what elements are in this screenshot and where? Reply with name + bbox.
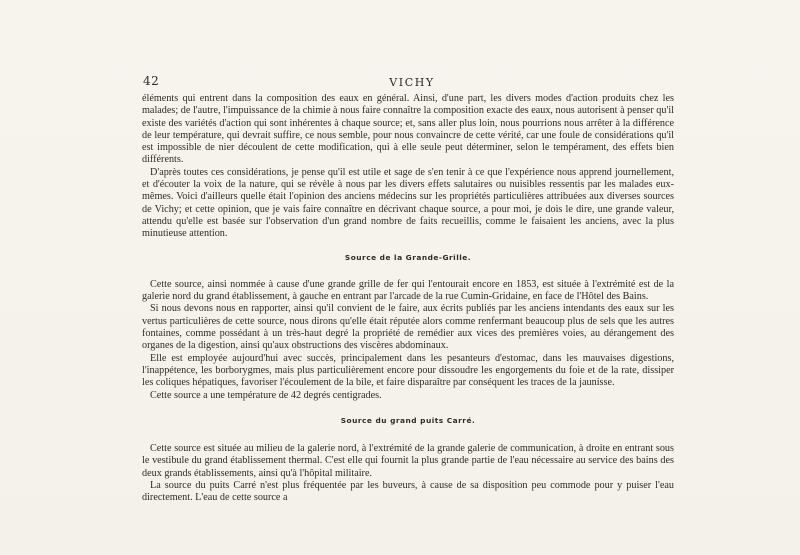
running-title: VICHY: [389, 76, 435, 89]
paragraph-continuation: éléments qui entrent dans la composition des eaux en général. Ainsi, d'une part, les divers modes d'action produits chez les malades; de l'autre, l'impuissance de la chimie à nous faire connaître la composition exacte des eaux, nous autorisent à penser qu'il existe des variétés d'action qui sont inhérentes à chaque source; et, sans aller plus loin, nous pourrions nous arrêter à la différence de leur température, qui devrait suffire, ce nous semble, pour nous convaincre de cette vérité, car une foule de considérations qu'il est impossible de nier découlent de cette modification, qui à elle seule peut déterminer, selon le tempérament, des effets bien différents.: [142, 93, 674, 166]
paragraph: Cette source est située au milieu de la galerie nord, à l'extrémité de la grande galerie de communication, à droite en entrant sous le vestibule du grand établissement thermal. C'est elle qui fournit la plus grande partie de l'eau nécessaire au service des bains des deux grands établissements, ainsi qu'à l'hôpital militaire.: [142, 443, 674, 479]
paragraph: Si nous devons nous en rapporter, ainsi qu'il convient de le faire, aux écrits publiés par les anciens intendants des eaux sur les vertus particulières de cette source, nous dirons qu'elle était réputée alors comme renfermant beaucoup plus de sels que les autres fontaines, comme possédant à un très-haut degré la propriété de remédier aux vices des premières voies, au dérangement des organes de la digestion, ainsi qu'aux obstructions des viscères abdominaux.: [142, 303, 674, 352]
section-heading-grande-grille: Source de la Grande-Grille.: [344, 252, 472, 262]
paragraph: D'après toutes ces considérations, je pense qu'il est utile et sage de s'en tenir à ce que l'expérience nous apprend journellement, et d'écouter la voix de la nature, qui se révèle à nous par les divers effets salutaires ou nuisibles ressentis par les malades eux-mêmes. Voici d'ailleurs quelle était l'opinion des anciens médecins sur les propriétés particulières attribuées aux diverses sources de Vichy; et cette opinion, que je vais faire connaître en décrivant chaque source, a pour moi, je dois le dire, une grande valeur, attendu qu'elle est basée sur l'observation d'un grand nombre de faits recueillis, comme le faisaient les anciens, avec la plus minutieuse attention.: [142, 166, 674, 240]
section-heading-puits-carre: Source du grand puits Carré.: [340, 415, 476, 425]
paragraph: Cette source a une température de 42 degrés centigrades.: [150, 389, 382, 401]
paragraph: Cette source, ainsi nommée à cause d'une grande grille de fer qui l'entourait encore en 1853, est située à l'extrémité est de la galerie nord du grand établissement, à gauche en entrant par l'arcade de la rue Cumin-Gridaine, en face de l'Hôtel des Bains.: [142, 278, 674, 303]
paragraph: Elle est employée aujourd'hui avec succès, principalement dans les pesanteurs d'estomac, dans les mauvaises digestions, l'inappétence, les borborygmes, mais plus particulièrement encore pour dissoudre les engorgements du foie et de la rate, dissiper les coliques hépatiques, favoriser l'écoulement de la bile, et faire disparaître par conséquent les traces de la jaunisse.: [142, 352, 674, 389]
body-text: [142, 93, 674, 505]
page-number: 42: [143, 74, 160, 88]
paragraph: La source du puits Carré n'est plus fréquentée par les buveurs, à cause de sa disposition peu commode pour y puiser l'eau directement. L'eau de cette source a: [142, 480, 674, 504]
